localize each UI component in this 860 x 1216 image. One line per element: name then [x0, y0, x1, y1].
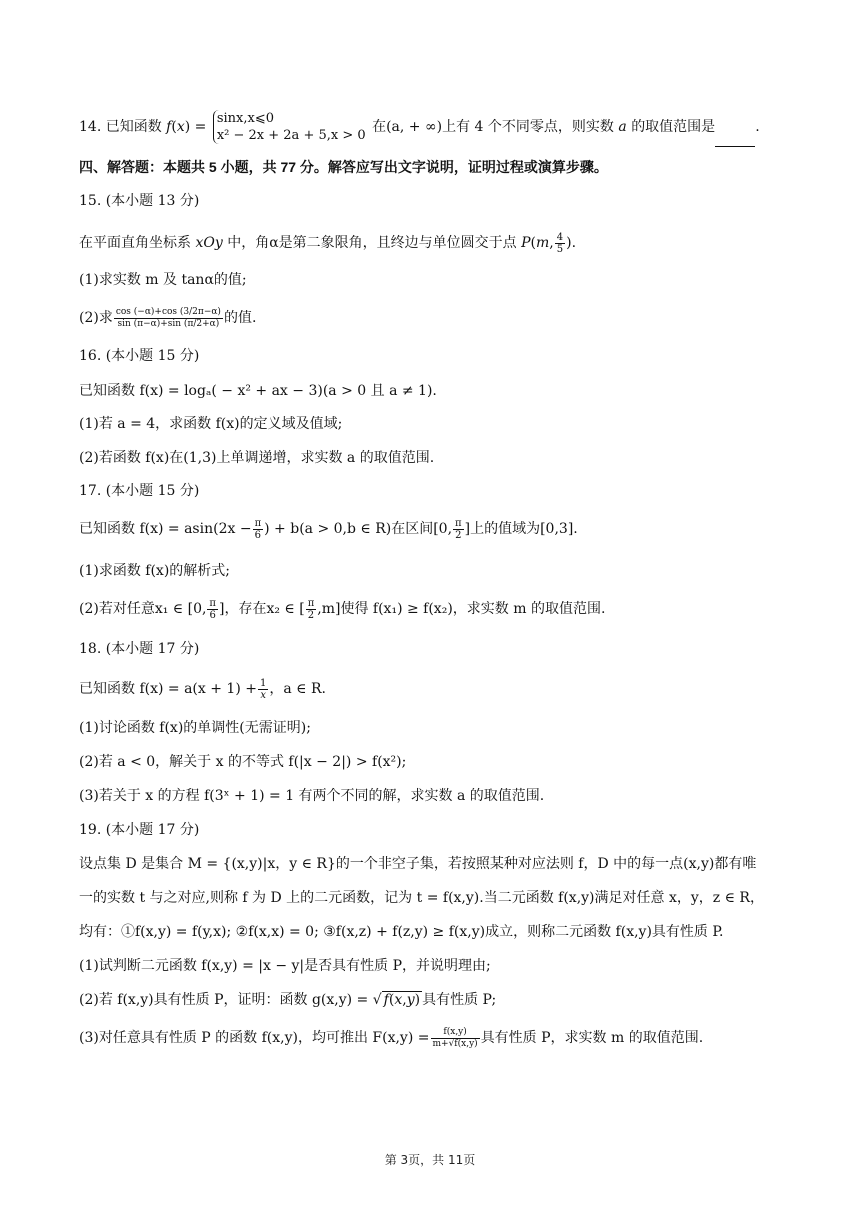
q17-part1: (1)求函数 f(x)的解析式;	[79, 563, 230, 579]
q18-part2: (2)若 a < 0，解关于 x 的不等式 f(|x − 2|) > f(x²);	[79, 754, 407, 770]
q17-head: 17. (本小题 15 分)	[79, 483, 200, 499]
frac-pi-6-b: $\frac{\pi}{6}$	[209, 597, 216, 621]
q15-part1: (1)求实数 m 及 tanα的值;	[79, 272, 247, 288]
q16-part1: (1)若 a = 4，求函数 f(x)的定义域及值域;	[79, 416, 343, 432]
q15-head: 15. (本小题 13 分)	[79, 193, 200, 209]
q18-part1: (1)讨论函数 f(x)的单调性(无需证明);	[79, 720, 311, 736]
q18-part3: (3)若关于 x 的方程 f(3ˣ + 1) = 1 有两个不同的解，求实数 a 的取值范围.	[79, 788, 545, 804]
q18-stem-b: ，a ∈ R.	[269, 681, 326, 697]
q15-p2-suffix: 的值.	[223, 310, 257, 326]
q17-p2-a: (2)若对任意x₁ ∈ [0,	[79, 601, 207, 617]
section-4-heading: 四、解答题：本题共 5 小题，共 77 分。解答应写出文字说明，证明过程或演算步骤。	[79, 159, 608, 175]
sqrt-radicand: f(x,y)	[383, 992, 421, 1008]
F-numerator: f(x,y)	[431, 1027, 480, 1039]
q19-head: 19. (本小题 17 分)	[79, 822, 200, 838]
trig-fraction	[114, 307, 223, 330]
q15-stem: 在平面直角坐标系 xOy 中，角α是第二象限角，且终边与单位圆交于点 P(m, $\frac{4}{5}$ ).	[79, 231, 577, 255]
q19-p3-b: 具有性质 P，求实数 m 的取值范围.	[480, 1030, 704, 1046]
q19-part3	[79, 1020, 790, 1056]
q14-case1: sinx,x⩽0	[216, 111, 274, 126]
q19-part1: (1)试判断二元函数 f(x,y) = |x − y|是否具有性质 P，并说明理由;	[79, 958, 491, 974]
q14-case2: x² − 2x + 2a + 5,x > 0	[216, 128, 366, 143]
q19-p3-a: (3)对任意具有性质 P 的函数 f(x,y)，均可推出 F(x,y) =	[79, 1030, 430, 1046]
frac-pi-6: $\frac{\pi}{6}$	[254, 517, 262, 541]
q18-head: 18. (本小题 17 分)	[79, 641, 200, 657]
answer-blank	[715, 132, 755, 147]
q18-stem	[79, 672, 790, 706]
q19-part2	[79, 991, 790, 1009]
F-fraction	[431, 1027, 480, 1050]
F-denominator: m+√f(x,y)	[432, 1038, 478, 1049]
q16-stem: 已知函数 f(x) = logₐ( − x² + ax − 3)(a > 0 且 a ≠ 1).	[79, 383, 437, 399]
q15-p2-prefix: (2)求	[79, 310, 113, 326]
q17-stem-b: ) + b(a > 0,b ∈ R)在区间[0,	[264, 521, 453, 537]
sqrt-symbol: √	[372, 992, 382, 1008]
q15-stem-a: 在平面直角坐标系	[79, 235, 191, 251]
q15-part2	[79, 300, 790, 336]
q14-prefix: 14. 已知函数	[79, 119, 162, 135]
page-footer: 第 3页，共 11页	[384, 1153, 476, 1167]
q14-suffix-a: 在(a, + ∞)上有 4 个不同零点，则实数	[372, 119, 614, 135]
piecewise-cases	[213, 110, 366, 144]
trig-denominator: sin (π−α)+sin (π/2+α)	[117, 318, 220, 329]
q17-stem-a: 已知函数 f(x) = asin(2x −	[79, 521, 252, 537]
question-14: 14. 已知函数 f(x) = sinx,x⩽0 x² − 2x + 2a + 5,x > 0 在(a, + ∞)上有 4 个不同零点，则实数 a 的取值范围是 .	[79, 107, 790, 147]
q17-stem	[79, 512, 790, 546]
frac-pi-2: $\frac{\pi}{2}$	[455, 517, 462, 541]
q17-p2-b: ]，存在x₂ ∈ [	[219, 601, 305, 617]
q16-head: 16. (本小题 15 分)	[79, 348, 200, 364]
frac-pi-2-b: $\frac{\pi}{2}$	[307, 597, 315, 621]
frac-1-x: $\frac{1}{x}$	[259, 677, 267, 701]
q15-stem-b: 中，角α是第二象限角，且终边与单位圆交于点	[227, 235, 517, 251]
q17-stem-c: ]上的值域为[0,3].	[464, 521, 578, 537]
q19-p2-a: (2)若 f(x,y)具有性质 P，证明：函数 g(x,y) =	[79, 992, 369, 1008]
q19-line1: 设点集 D 是集合 M = {(x,y)|x，y ∈ R}的一个非空子集，若按照某种对应法则 f，D 中的每一点(x,y)都有唯	[79, 856, 757, 872]
q18-stem-a: 已知函数 f(x) = a(x + 1) +	[79, 681, 257, 697]
q14-suffix-b: 的取值范围是	[631, 119, 716, 135]
q19-p2-b: 具有性质 P;	[422, 992, 497, 1008]
q19-line3: 均有：①f(x,y) = f(y,x); ②f(x,x) = 0; ③f(x,z) + f(z,y) ≥ f(x,y)成立，则称二元函数 f(x,y)具有性质 P.	[79, 924, 724, 940]
frac-4-5: $\frac{4}{5}$	[556, 231, 564, 255]
q16-part2: (2)若函数 f(x)在(1,3)上单调递增，求实数 a 的取值范围.	[79, 450, 435, 466]
trig-numerator: cos (−α)+cos (3/2π−α)	[115, 306, 221, 317]
q19-line2: 一的实数 t 与之对应,则称 f 为 D 上的二元函数，记为 t = f(x,y).当二元函数 f(x,y)满足对任意 x，y，z ∈ R，	[79, 890, 764, 906]
q17-part2	[79, 592, 790, 626]
q17-p2-c: ,m]使得 f(x₁) ≥ f(x₂)，求实数 m 的取值范围.	[317, 601, 606, 617]
